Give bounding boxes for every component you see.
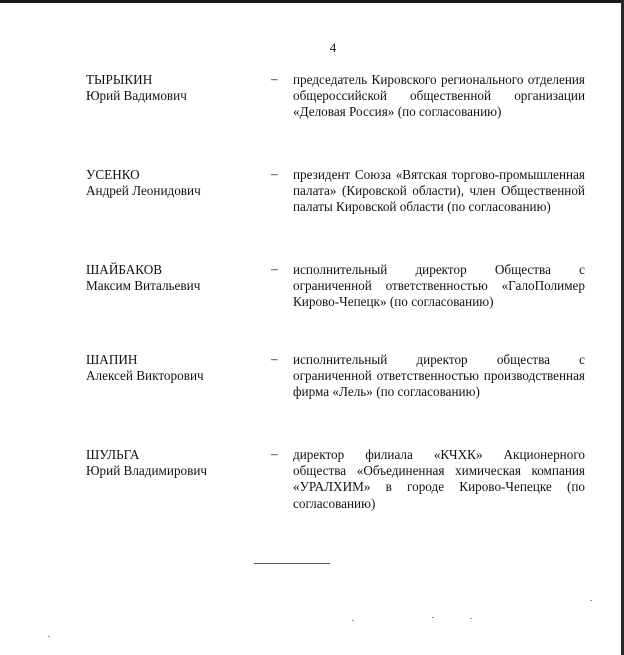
entry-dash: – — [271, 261, 278, 276]
member-description: директор филиала «КЧХК» Акционерного общества «Объединенная химическая компания «УРАЛХИМ» в городе Кирово-Чепецке (по согласованию) — [293, 447, 585, 511]
member-given-name: Максим Витальевич — [86, 278, 201, 293]
page-number: 4 — [329, 40, 337, 55]
entry-dash: – — [271, 351, 278, 366]
scan-speck — [470, 618, 472, 619]
member-given-name: Алексей Викторович — [86, 368, 204, 383]
end-rule — [254, 563, 330, 564]
member-given-name: Юрий Вадимович — [86, 88, 187, 103]
entry-dash: – — [271, 71, 278, 86]
entry-dash: – — [271, 446, 278, 461]
member-description: исполнительный директор Общества с ограниченной ответственностью «ГалоПолимер Кирово-Чепецк» (по согласованию) — [293, 262, 585, 310]
member-given-name: Юрий Владимирович — [86, 463, 208, 478]
member-description: председатель Кировского регионального отделения общероссийской общественной организации «Деловая Россия» (по согласованию) — [293, 72, 585, 120]
scan-top-border — [0, 0, 624, 3]
member-description: президент Союза «Вятская торгово-промышленная палата» (Кировской области), член Общественной палаты Кировской области (по согласованию) — [293, 167, 585, 215]
scan-speck — [590, 600, 592, 601]
member-description: исполнительный директор общества с ограниченной ответственностью производственная фирма «Лель» (по согласованию) — [293, 352, 585, 400]
member-given-name: Андрей Леонидович — [86, 183, 201, 198]
member-surname: ТЫРЫКИН — [86, 72, 153, 87]
member-surname: УСЕНКО — [86, 167, 140, 182]
scan-speck — [352, 620, 354, 621]
member-surname: ШАПИН — [86, 352, 138, 367]
scan-speck — [48, 636, 50, 637]
member-surname: ШУЛЬГА — [86, 447, 140, 462]
scan-speck — [432, 617, 434, 618]
member-surname: ШАЙБАКОВ — [86, 262, 163, 277]
entry-dash: – — [271, 166, 278, 181]
